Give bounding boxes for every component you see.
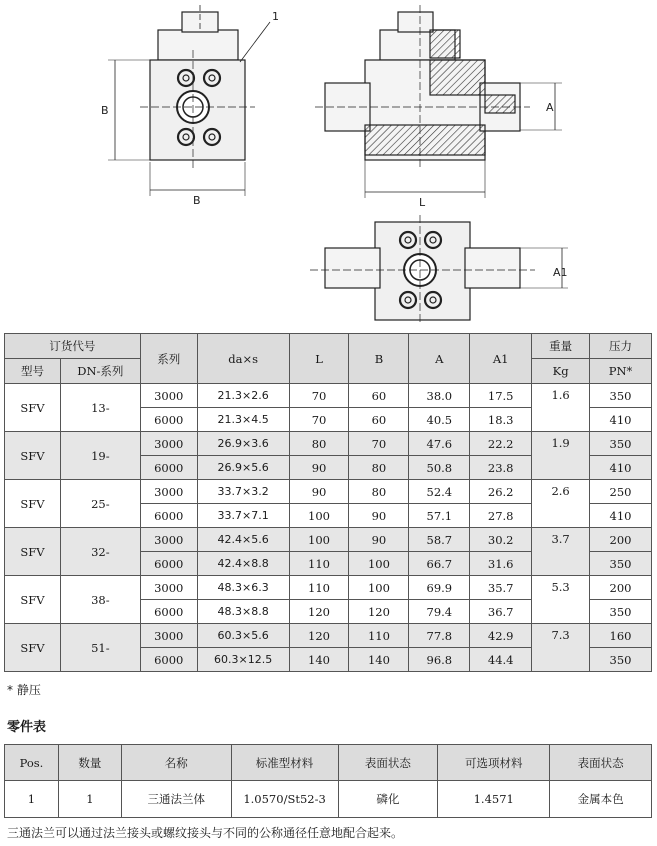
l-cell: 100 xyxy=(289,504,349,528)
b-cell: 90 xyxy=(349,504,409,528)
a-cell: 69.9 xyxy=(409,576,470,600)
quantity-cell: 1 xyxy=(58,781,121,818)
a-cell: 47.6 xyxy=(409,432,470,456)
a-cell: 77.8 xyxy=(409,624,470,648)
a-cell: 38.0 xyxy=(409,384,470,408)
quantity-header: 数量 xyxy=(58,745,121,781)
series-cell: 3000 xyxy=(140,576,197,600)
dimension-b-vertical-label: B xyxy=(101,104,109,117)
top-view xyxy=(310,215,568,325)
weight-cell: 7.3 xyxy=(532,624,590,672)
das-cell: 33.7×7.1 xyxy=(197,504,289,528)
a1-cell: 35.7 xyxy=(470,576,532,600)
pressure-cell: 410 xyxy=(590,408,652,432)
a1-cell: 27.8 xyxy=(470,504,532,528)
das-cell: 33.7×3.2 xyxy=(197,480,289,504)
pressure-header: 压力 xyxy=(590,334,652,359)
pressure-cell: 410 xyxy=(590,456,652,480)
pressure-cell: 160 xyxy=(590,624,652,648)
das-cell: 48.3×8.8 xyxy=(197,600,289,624)
pressure-cell: 350 xyxy=(590,432,652,456)
das-cell: 42.4×8.8 xyxy=(197,552,289,576)
surface-optional-cell: 金属本色 xyxy=(550,781,652,818)
dn-cell: 19- xyxy=(60,432,140,480)
l-cell: 100 xyxy=(289,528,349,552)
dimension-b-horizontal-label: B xyxy=(193,194,201,207)
b-cell: 100 xyxy=(349,576,409,600)
a-cell: 79.4 xyxy=(409,600,470,624)
series-cell: 3000 xyxy=(140,624,197,648)
type-cell: SFV xyxy=(5,384,61,432)
dn-cell: 38- xyxy=(60,576,140,624)
series-cell: 3000 xyxy=(140,432,197,456)
weight-header: 重量 xyxy=(532,334,590,359)
footer-description: 三通法兰可以通过法兰接头或螺纹接头与不同的公称通径任意地配合起来。 xyxy=(7,826,404,840)
section-view xyxy=(315,5,562,198)
pos-cell: 1 xyxy=(5,781,59,818)
a-cell: 57.1 xyxy=(409,504,470,528)
b-cell: 60 xyxy=(349,408,409,432)
a1-cell: 42.9 xyxy=(470,624,532,648)
flange-drawing-svg xyxy=(0,0,657,330)
dn-cell: 25- xyxy=(60,480,140,528)
surface-cell: 磷化 xyxy=(338,781,438,818)
a1-cell: 17.5 xyxy=(470,384,532,408)
das-cell: 26.9×3.6 xyxy=(197,432,289,456)
dimension-l-label: L xyxy=(419,196,426,209)
type-cell: SFV xyxy=(5,528,61,576)
surface-optional-header: 表面状态 xyxy=(550,745,652,781)
pressure-cell: 350 xyxy=(590,384,652,408)
dimension-a1-label: A1 xyxy=(553,266,568,279)
a-cell: 58.7 xyxy=(409,528,470,552)
pressure-cell: 350 xyxy=(590,600,652,624)
series-cell: 6000 xyxy=(140,456,197,480)
b-cell: 70 xyxy=(349,432,409,456)
weight-cell: 3.7 xyxy=(532,528,590,576)
series-cell: 6000 xyxy=(140,552,197,576)
surface-header: 表面状态 xyxy=(338,745,438,781)
pressure-cell: 350 xyxy=(590,648,652,672)
b-cell: 140 xyxy=(349,648,409,672)
b-cell: 100 xyxy=(349,552,409,576)
das-cell: 26.9×5.6 xyxy=(197,456,289,480)
series-cell: 6000 xyxy=(140,600,197,624)
l-cell: 70 xyxy=(289,384,349,408)
standard-material-header: 标准型材料 xyxy=(231,745,338,781)
series-cell: 6000 xyxy=(140,408,197,432)
dn-header: DN-系列 xyxy=(60,359,140,384)
b-cell: 60 xyxy=(349,384,409,408)
a1-cell: 30.2 xyxy=(470,528,532,552)
optional-material-cell: 1.4571 xyxy=(438,781,550,818)
a1-cell: 44.4 xyxy=(470,648,532,672)
series-cell: 6000 xyxy=(140,504,197,528)
a1-header: A1 xyxy=(470,334,532,384)
type-cell: SFV xyxy=(5,480,61,528)
series-cell: 3000 xyxy=(140,384,197,408)
das-cell: 60.3×12.5 xyxy=(197,648,289,672)
standard-material-cell: 1.0570/St52-3 xyxy=(231,781,338,818)
static-pressure-note: * 静压 xyxy=(7,683,41,697)
das-cell: 42.4×5.6 xyxy=(197,528,289,552)
a1-cell: 26.2 xyxy=(470,480,532,504)
b-cell: 80 xyxy=(349,456,409,480)
a-cell: 40.5 xyxy=(409,408,470,432)
das-cell: 60.3×5.6 xyxy=(197,624,289,648)
pressure-cell: 350 xyxy=(590,552,652,576)
a1-cell: 23.8 xyxy=(470,456,532,480)
dn-cell: 32- xyxy=(60,528,140,576)
specification-table xyxy=(4,333,652,672)
series-header: 系列 xyxy=(140,334,197,384)
das-cell: 21.3×4.5 xyxy=(197,408,289,432)
type-cell: SFV xyxy=(5,432,61,480)
l-cell: 110 xyxy=(289,576,349,600)
l-cell: 120 xyxy=(289,624,349,648)
l-cell: 140 xyxy=(289,648,349,672)
pressure-cell: 200 xyxy=(590,528,652,552)
parts-list-title: 零件表 xyxy=(7,720,47,735)
b-cell: 90 xyxy=(349,528,409,552)
l-cell: 90 xyxy=(289,456,349,480)
l-cell: 80 xyxy=(289,432,349,456)
series-cell: 6000 xyxy=(140,648,197,672)
l-header: L xyxy=(289,334,349,384)
front-view xyxy=(108,5,270,196)
series-cell: 3000 xyxy=(140,528,197,552)
b-header: B xyxy=(349,334,409,384)
a-header: A xyxy=(409,334,470,384)
a1-cell: 36.7 xyxy=(470,600,532,624)
l-cell: 70 xyxy=(289,408,349,432)
b-cell: 80 xyxy=(349,480,409,504)
b-cell: 110 xyxy=(349,624,409,648)
pressure-unit-header: PN* xyxy=(590,359,652,384)
dn-cell: 13- xyxy=(60,384,140,432)
a1-cell: 18.3 xyxy=(470,408,532,432)
type-cell: SFV xyxy=(5,624,61,672)
type-cell: SFV xyxy=(5,576,61,624)
parts-table xyxy=(4,744,652,818)
pos-header: Pos. xyxy=(5,745,59,781)
pressure-cell: 410 xyxy=(590,504,652,528)
technical-drawing xyxy=(0,0,657,330)
das-header: da×s xyxy=(197,334,289,384)
das-cell: 48.3×6.3 xyxy=(197,576,289,600)
weight-cell: 1.6 xyxy=(532,384,590,432)
optional-material-header: 可选项材料 xyxy=(438,745,550,781)
series-cell: 3000 xyxy=(140,480,197,504)
a-cell: 66.7 xyxy=(409,552,470,576)
a-cell: 52.4 xyxy=(409,480,470,504)
b-cell: 120 xyxy=(349,600,409,624)
a-cell: 96.8 xyxy=(409,648,470,672)
pressure-cell: 200 xyxy=(590,576,652,600)
a-cell: 50.8 xyxy=(409,456,470,480)
l-cell: 110 xyxy=(289,552,349,576)
name-header: 名称 xyxy=(121,745,231,781)
name-cell: 三通法兰体 xyxy=(121,781,231,818)
pressure-cell: 250 xyxy=(590,480,652,504)
weight-unit-header: Kg xyxy=(532,359,590,384)
a1-cell: 31.6 xyxy=(470,552,532,576)
weight-cell: 2.6 xyxy=(532,480,590,528)
weight-cell: 1.9 xyxy=(532,432,590,480)
weight-cell: 5.3 xyxy=(532,576,590,624)
order-code-header: 订货代号 xyxy=(5,334,141,359)
callout-label: 1 xyxy=(272,10,279,23)
l-cell: 90 xyxy=(289,480,349,504)
type-header: 型号 xyxy=(5,359,61,384)
dimension-a-label: A xyxy=(546,101,554,114)
l-cell: 120 xyxy=(289,600,349,624)
das-cell: 21.3×2.6 xyxy=(197,384,289,408)
a1-cell: 22.2 xyxy=(470,432,532,456)
dn-cell: 51- xyxy=(60,624,140,672)
